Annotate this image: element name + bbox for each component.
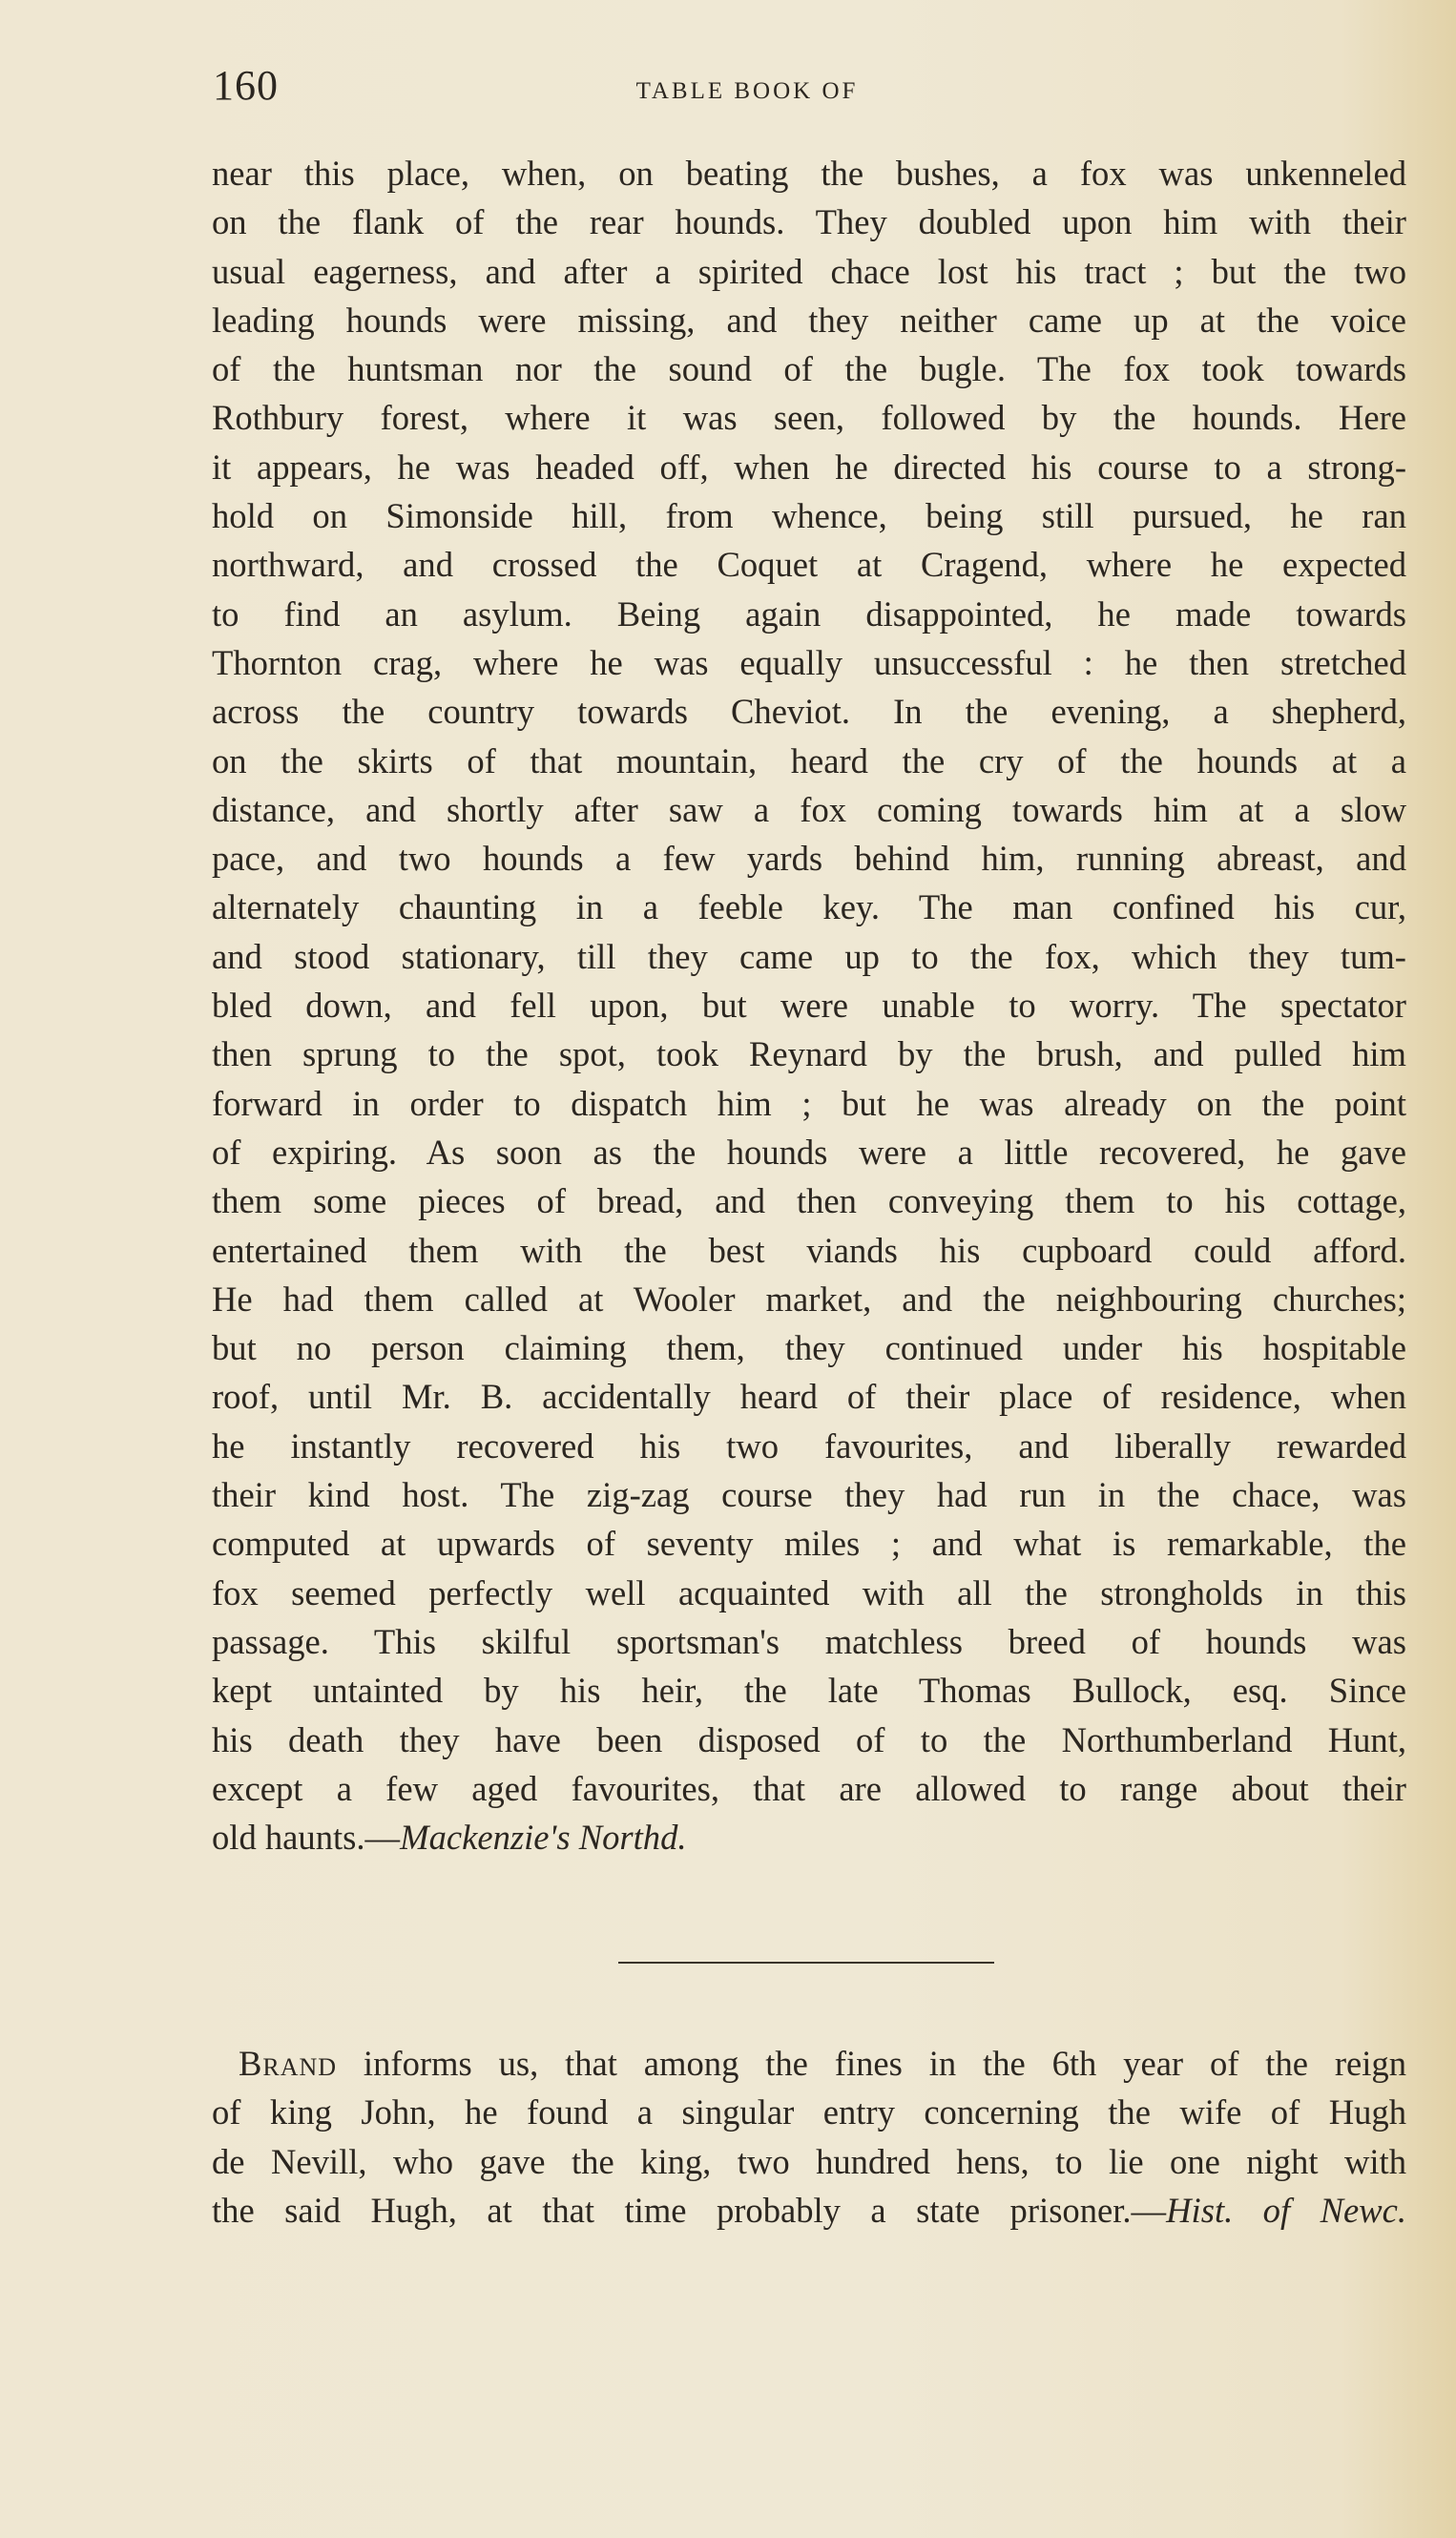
paragraph-fox-chase	[212, 149, 1406, 1862]
text-line: to find an asylum. Being again disappointed, he made towards	[212, 593, 1406, 634]
text-line: Rothbury forest, where it was seen, followed by the hounds. Here	[212, 398, 1406, 438]
text-line: he instantly recovered his two favourites, and liberally rewarded	[212, 1425, 1406, 1466]
text-line: northward, and crossed the Coquet at Cragend, where he expected	[212, 545, 1406, 585]
text-line: of the huntsman nor the sound of the bugle. The fox took towards	[212, 349, 1406, 389]
text-line: it appears, he was headed off, when he directed his course to a strong-	[212, 447, 1406, 487]
text-line: usual eagerness, and after a spirited chace lost his tract ; but the two	[212, 251, 1406, 291]
page-number: 160	[213, 62, 279, 109]
running-head: TABLE BOOK OF	[635, 78, 859, 104]
text-line: hold on Simonside hill, from whence, being still pursued, he ran	[212, 496, 1406, 536]
text-line: entertained them with the best viands his cupboard could afford.	[212, 1230, 1406, 1270]
text-line: de Nevill, who gave the king, two hundred hens, to lie one night with	[212, 2141, 1406, 2181]
text-line: on the flank of the rear hounds. They doubled upon him with their	[212, 202, 1406, 242]
text-line: bled down, and fell upon, but were unable to worry. The spectator	[212, 986, 1406, 1026]
text-line: near this place, when, on beating the bushes, a fox was unkenneled	[212, 154, 1406, 193]
text-line: Thornton crag, where he was equally unsuccessful : he then stretched	[212, 642, 1406, 682]
citation-hist-newc: Hist. of Newc.	[1166, 2190, 1406, 2230]
text-line: forward in order to dispatch him ; but he was already on the point	[212, 1083, 1406, 1123]
text-line: of expiring. As soon as the hounds were a little recovered, he gave	[212, 1132, 1406, 1172]
first-line-rest: informs us, that among the fines in the 6th year of the reign	[337, 2044, 1406, 2083]
lead-word: Brand	[239, 2044, 338, 2083]
text-line: computed at upwards of seventy miles ; and what is remarkable, the	[212, 1524, 1406, 1564]
text-line-final	[212, 1813, 1406, 1862]
text-line: roof, until Mr. B. accidentally heard of their place of residence, when	[212, 1377, 1406, 1417]
text-line: passage. This skilful sportsman's matchless breed of hounds was	[212, 1621, 1406, 1661]
text-line: distance, and shortly after saw a fox coming towards him at a slow	[212, 789, 1406, 829]
text-line: fox seemed perfectly well acquainted with all the strongholds in this	[212, 1572, 1406, 1612]
text-line: pace, and two hounds a few yards behind him, running abreast, and	[212, 839, 1406, 879]
text-line: then sprung to the spot, took Reynard by the brush, and pulled him	[212, 1034, 1406, 1074]
text-line: across the country towards Cheviot. In the evening, a shepherd,	[212, 692, 1406, 732]
final-line-text: old haunts.—	[212, 1818, 401, 1858]
text-line: of king John, he found a singular entry concerning the wife of Hugh	[212, 2092, 1406, 2132]
text-line: He had them called at Wooler market, and the neighbouring churches;	[212, 1279, 1406, 1319]
text-line-final	[212, 2186, 1406, 2235]
paragraph-brand	[212, 2039, 1406, 2235]
text-line: but no person claiming them, they continued under his hospitable	[212, 1328, 1406, 1368]
text-line: kept untainted by his heir, the late Thomas Bullock, esq. Since	[212, 1671, 1406, 1711]
text-line: and stood stationary, till they came up to the fox, which they tum-	[212, 936, 1406, 976]
text-line: leading hounds were missing, and they neither came up at the voice	[212, 300, 1406, 340]
text-line: his death they have been disposed of to the Northumberland Hunt,	[212, 1719, 1406, 1759]
text-line: their kind host. The zig-zag course they had run in the chace, was	[212, 1475, 1406, 1515]
citation-mackenzie: Mackenzie's Northd.	[400, 1818, 687, 1858]
final-line-text: the said Hugh, at that time probably a state prisoner.—	[212, 2190, 1167, 2230]
text-line: alternately chaunting in a feeble key. The man confined his cur,	[212, 887, 1406, 927]
text-line: them some pieces of bread, and then conveying them to his cottage,	[212, 1181, 1406, 1221]
text-line: except a few aged favourites, that are allowed to range about their	[212, 1768, 1406, 1808]
text-line-first	[212, 2039, 1406, 2088]
text-line: on the skirts of that mountain, heard the cry of the hounds at a	[212, 740, 1406, 780]
section-divider	[618, 1962, 994, 1964]
